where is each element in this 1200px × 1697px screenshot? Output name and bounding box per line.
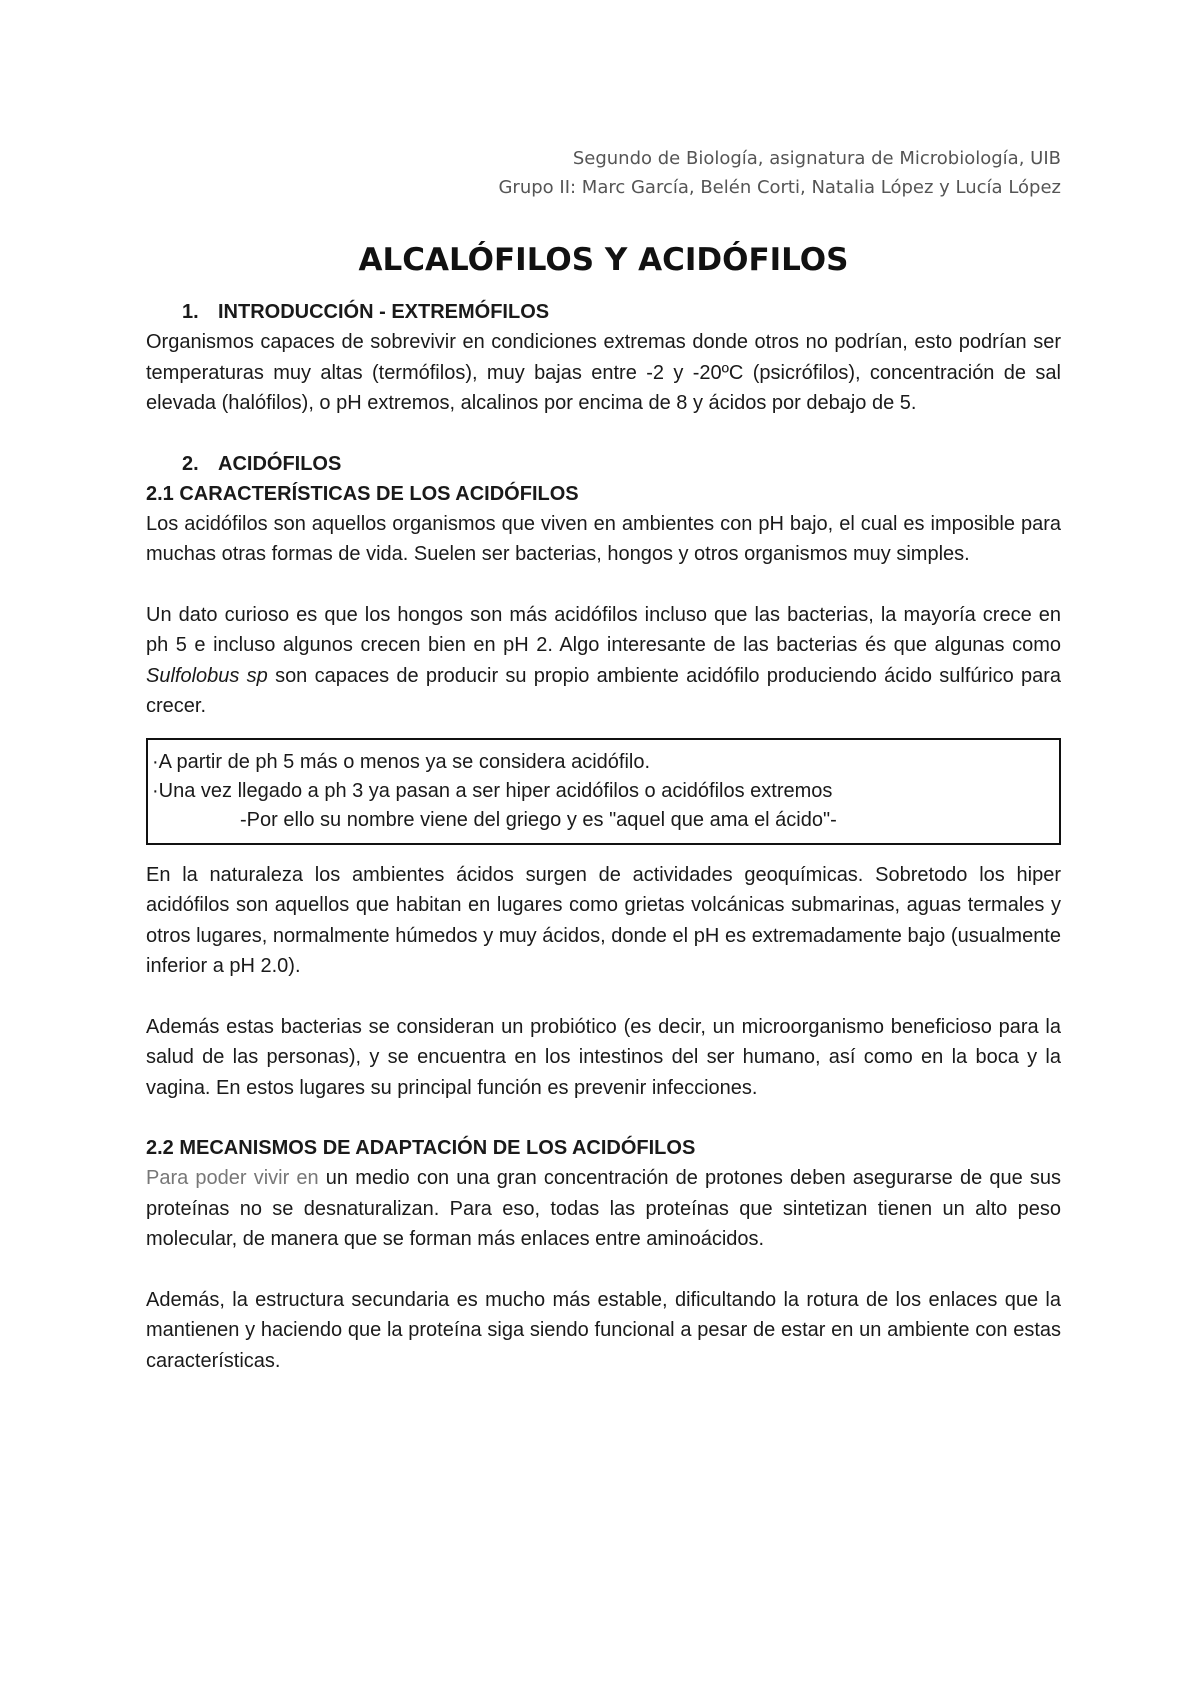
- page-header: [146, 144, 1061, 202]
- section-1-title: INTRODUCCIÓN - EXTREMÓFILOS: [218, 301, 550, 323]
- subsection-2-2-paragraph-2: Además, la estructura secundaria es mucho más estable, dificultando la rotura de los enlaces que la mantienen y haciendo que la proteína siga siendo funcional a pesar de estar en un ambiente con estas características.: [146, 1288, 1061, 1372]
- section-1-heading: [182, 297, 1061, 327]
- subsection-2-1-paragraph-2: [146, 600, 1061, 722]
- species-name: Sulfolobus sp: [146, 664, 268, 687]
- document-title: ALCALÓFILOS Y ACIDÓFILOS: [358, 242, 849, 278]
- note-line-3: -Por ello su nombre viene del griego y es "aquel que ama el ácido"-: [240, 808, 837, 831]
- header-course: Segundo de Biología, asignatura de Microbiología, UIB: [572, 148, 1061, 169]
- subsection-2-1-paragraph-3: En la naturaleza los ambientes ácidos surgen de actividades geoquímicas. Sobretodo los hiper acidófilos son aquellos que habitan en lugares como grietas volcánicas submarinas, aguas termales y otros lugares, normalmente húmedos y muy ácidos, donde el pH es extremadamente bajo (usualmente inferior a pH 2.0).: [146, 863, 1061, 977]
- section-2-heading: [182, 449, 1061, 479]
- section-1-number: 1.: [182, 301, 199, 323]
- section-2-number: 2.: [182, 452, 199, 475]
- paragraph-2-text-a: Un dato curioso es que los hongos son más acidófilos incluso que las bacterias, la mayoría crece en ph 5 e incluso algunos crecen bien en pH 2. Algo interesante de las bacterias és que algunas como: [146, 603, 1061, 656]
- note-box: [146, 738, 1061, 845]
- paragraph-text: un medio con una gran concentración de protones deben asegurarse de que sus proteínas no se desnaturalizan. Para eso, todas las proteínas que sintetizan tienen un alto peso molecular, de manera que se forman más enlaces entre aminoácidos.: [146, 1167, 1061, 1250]
- subsection-2-2-paragraph-1: [146, 1163, 1061, 1255]
- section-2-title: ACIDÓFILOS: [218, 452, 342, 475]
- document-content: [146, 144, 1061, 1376]
- subsection-2-1-heading: 2.1 CARACTERÍSTICAS DE LOS ACIDÓFILOS: [146, 482, 579, 505]
- header-group: Grupo II: Marc García, Belén Corti, Natalia López y Lucía López: [498, 177, 1061, 198]
- subsection-2-1-paragraph-4: Además estas bacterias se consideran un probiótico (es decir, un microorganismo beneficioso para la salud de las personas), y se encuentra en los intestinos del ser humano, así como en la boca y la vagina. En estos lugares su principal función es prevenir infecciones.: [146, 1015, 1061, 1099]
- paragraph-2-text-b: son capaces de producir su propio ambiente acidófilo produciendo ácido sulfúrico para crecer.: [146, 664, 1062, 717]
- note-line-2: ·Una vez llegado a ph 3 ya pasan a ser hiper acidófilos o acidófilos extremos: [152, 779, 833, 802]
- paragraph-gray-text: Para poder vivir en: [146, 1167, 319, 1189]
- subsection-2-1-paragraph-1: Los acidófilos son aquellos organismos que viven en ambientes con pH bajo, el cual es imposible para muchas otras formas de vida. Suelen ser bacterias, hongos y otros organismos muy simples.: [146, 512, 1061, 565]
- note-line-1: ·A partir de ph 5 más o menos ya se considera acidófilo.: [152, 750, 651, 773]
- section-1-paragraph: Organismos capaces de sobrevivir en condiciones extremas donde otros no podrían, esto podrían ser temperaturas muy altas (termófilos), muy bajas entre -2 y -20ºC (psicrófilos), concentración de sal elevada (halófilos), o pH extremos, alcalinos por encima de 8 y ácidos por debajo de 5.: [146, 331, 1061, 414]
- subsection-2-2-heading: 2.2 MECANISMOS DE ADAPTACIÓN DE LOS ACIDÓFILOS: [146, 1137, 696, 1159]
